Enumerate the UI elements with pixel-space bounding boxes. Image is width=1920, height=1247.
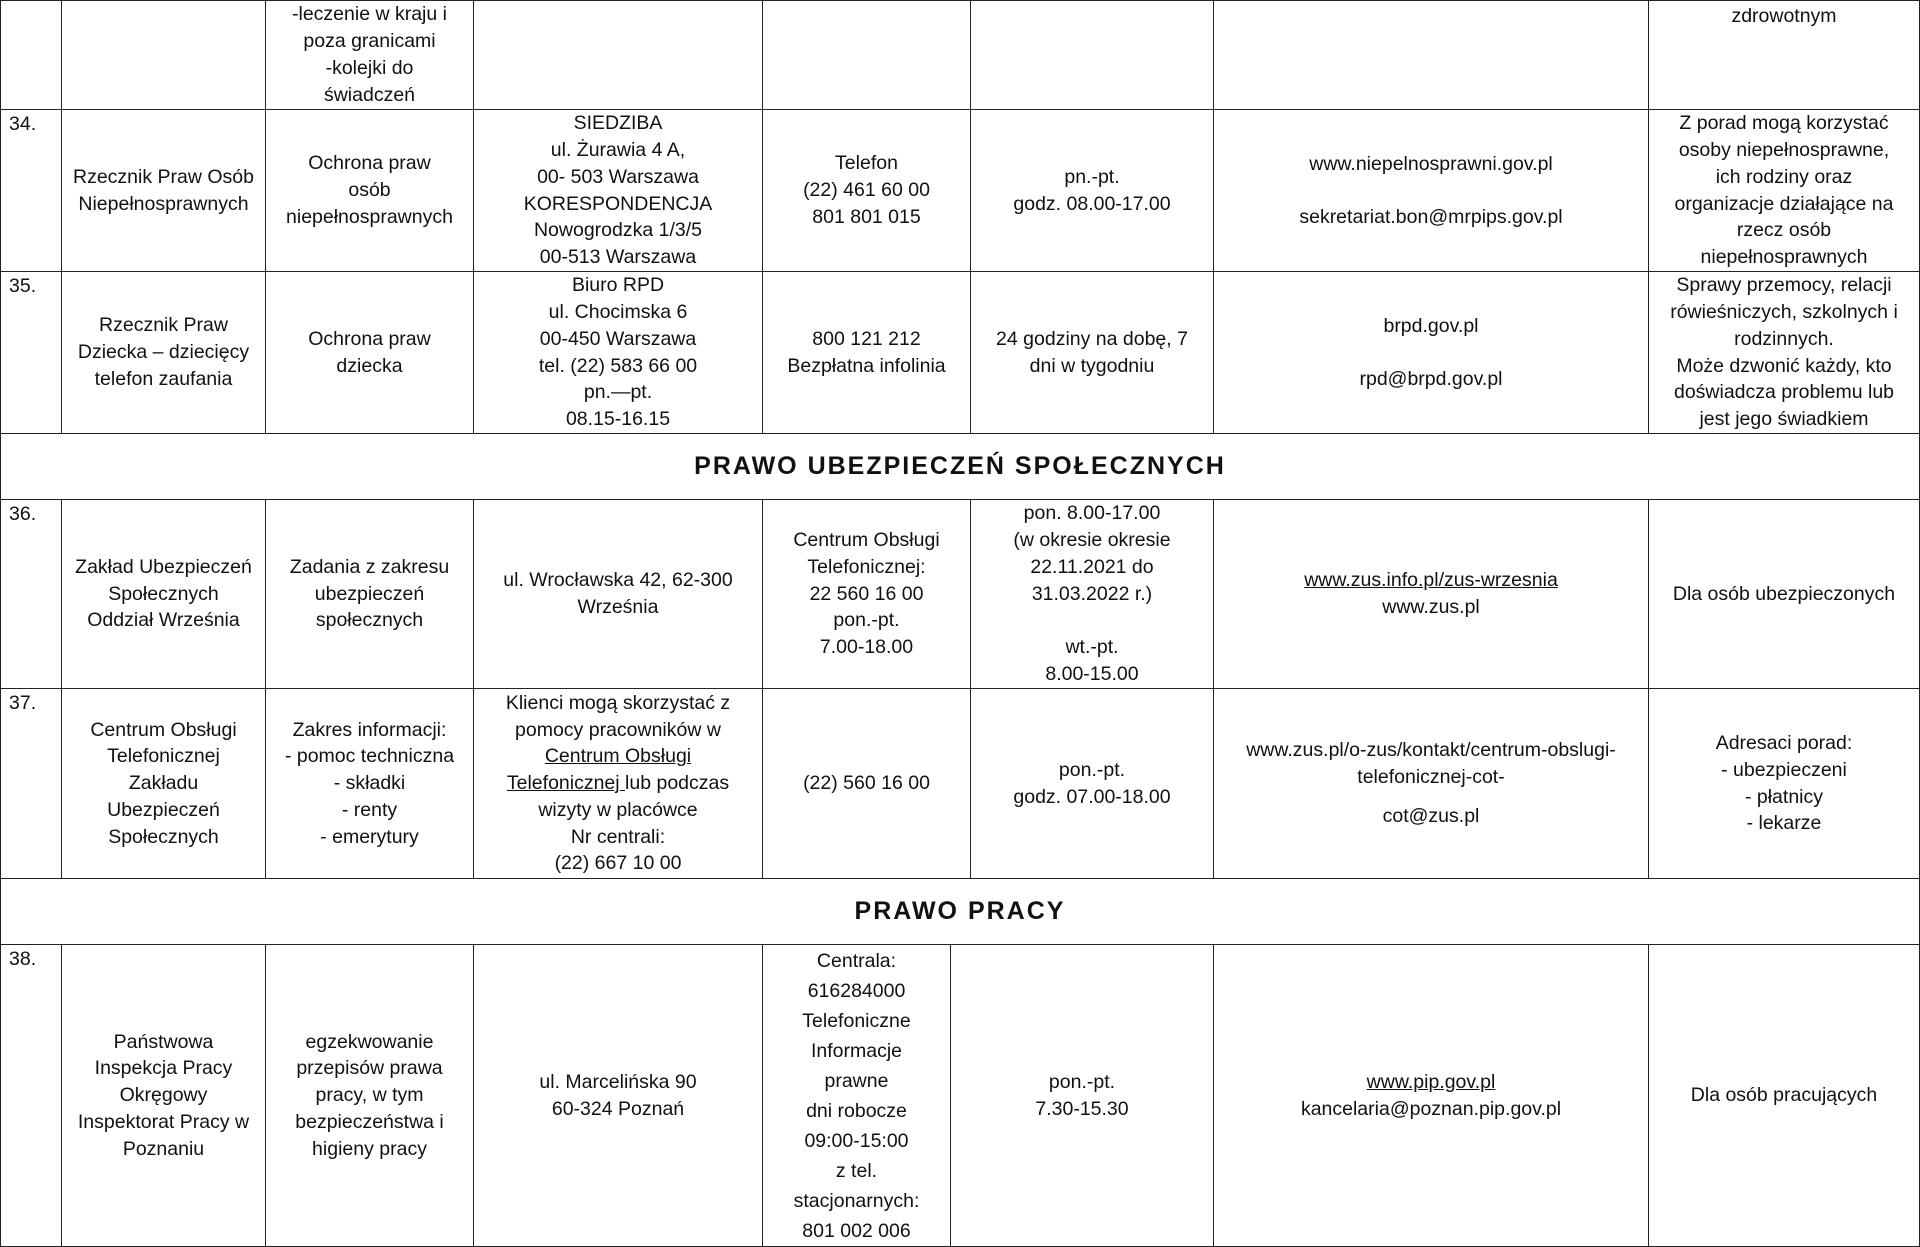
notes-text: Adresaci porad: - ubezpieczeni - płatnicy - lekarze xyxy=(1715,731,1853,835)
row-36-address-cell xyxy=(473,499,763,689)
row-36-phone-cell xyxy=(762,499,971,689)
address-text-after-link: lub podczas wizyty w placówce Nr centrali: (22) 667 10 00 xyxy=(538,772,730,875)
row-36-scope-cell xyxy=(265,499,474,689)
row-34-notes-cell xyxy=(1648,109,1920,272)
website-link[interactable]: www.zus.pl xyxy=(1382,596,1480,618)
row-34-scope-cell xyxy=(265,109,474,272)
section-heading-social-insurance xyxy=(0,433,1920,500)
top-row-notes-cell xyxy=(1648,0,1920,110)
institution-name: Rzecznik Praw Osób Niepełnosprawnych xyxy=(73,165,254,215)
email-link[interactable]: rpd@brpd.gov.pl xyxy=(1359,367,1503,390)
row-35-name-cell xyxy=(61,271,266,434)
institution-name: Państwowa Inspekcja Pracy Okręgowy Inspektorat Pracy w Poznaniu xyxy=(77,1030,250,1160)
address-text: Biuro RPD ul. Chocimska 6 00-450 Warszawa tel. (22) 583 66 00 pn.—pt. 08.15-16.15 xyxy=(538,274,698,431)
row-35-phone-cell xyxy=(762,271,971,434)
phone-text: Centrum Obsługi Telefonicznej: 22 560 16 00 pon.-pt. 7.00-18.00 xyxy=(793,529,940,659)
row-37-phone-cell xyxy=(762,688,971,879)
scope-text: Ochrona praw osób niepełnosprawnych xyxy=(286,152,453,228)
row-number: 34. xyxy=(9,113,37,135)
top-row-name-cell xyxy=(61,0,266,110)
section-title: PRAWO UBEZPIECZEŃ SPOŁECZNYCH xyxy=(694,452,1226,480)
row-number: 38. xyxy=(9,948,37,970)
row-36-number-cell xyxy=(0,499,62,689)
row-35-scope-cell xyxy=(265,271,474,434)
row-35-notes-cell xyxy=(1648,271,1920,434)
address-text: SIEDZIBA ul. Żurawia 4 A, 00- 503 Warszawa KORESPONDENCJA Nowogrodzka 1/3/5 00-513 Warszawa xyxy=(523,112,713,269)
notes-text: Dla osób pracujących xyxy=(1690,1084,1878,1107)
scope-text: Zadania z zakresu ubezpieczeń społecznych xyxy=(289,555,450,632)
row-34-name-cell xyxy=(61,109,266,272)
row-38-notes-cell xyxy=(1648,944,1920,1247)
top-row-phone-cell xyxy=(762,0,971,110)
address-text: ul. Wrocławska 42, 62-300 Września xyxy=(503,569,733,618)
section-heading-labour-law xyxy=(0,878,1920,945)
row-38-contact-cell xyxy=(1213,944,1649,1247)
row-35-contact-cell xyxy=(1213,271,1649,434)
top-row-scope: -leczenie w kraju i poza granicami -kolejki do świadczeń xyxy=(292,3,447,106)
hours-text: pon. 8.00-17.00 (w okresie okresie 22.11.2021 do 31.03.2022 r.) wt.-pt. 8.00-15.00 xyxy=(1013,502,1171,685)
top-row-address-cell xyxy=(473,0,763,110)
address-text xyxy=(506,690,730,878)
row-38-scope-cell xyxy=(265,944,474,1247)
row-37-number-cell xyxy=(0,688,62,879)
row-38-hours-cell xyxy=(950,944,1214,1247)
hours-text: pon.-pt. 7.30-15.30 xyxy=(1035,1070,1129,1120)
row-34-address-cell xyxy=(473,109,763,272)
address-text-before-link: Klienci mogą skorzystać z pomocy pracowników w xyxy=(505,691,731,741)
row-36-hours-cell xyxy=(970,499,1214,689)
row-34-contact-cell xyxy=(1213,109,1649,272)
scope-text: egzekwowanie przepisów prawa pracy, w tym bezpieczeństwa i higieny pracy xyxy=(295,1030,444,1160)
row-35-address-cell xyxy=(473,271,763,434)
row-36-name-cell xyxy=(61,499,266,689)
website-link[interactable]: www.zus.pl/o-zus/kontakt/centrum-obslugi- telefonicznej-cot- xyxy=(1246,739,1616,789)
row-37-notes-cell xyxy=(1648,688,1920,879)
phone-text: 800 121 212 Bezpłatna infolinia xyxy=(787,327,946,377)
hours-text: 24 godziny na dobę, 7 dni w tygodniu xyxy=(996,327,1188,377)
top-row-contact-cell xyxy=(1213,0,1649,110)
row-37-address-cell xyxy=(473,688,763,879)
scope-text: Ochrona praw dziecka xyxy=(308,327,431,377)
row-36-contact-cell xyxy=(1213,499,1649,689)
row-37-name-cell xyxy=(61,688,266,879)
notes-text: Z porad mogą korzystać osoby niepełnosprawne, ich rodziny oraz organizacje działające na rzecz osób niepełnosprawnych xyxy=(1674,112,1894,269)
row-35-hours-cell xyxy=(970,271,1214,434)
phone-text: (22) 560 16 00 xyxy=(803,772,930,795)
website-link[interactable]: brpd.gov.pl xyxy=(1383,314,1479,337)
institution-name: Zakład Ubezpieczeń Społecznych Oddział Września xyxy=(75,555,252,632)
top-row-number-cell xyxy=(0,0,62,110)
row-number: 37. xyxy=(9,692,37,714)
row-37-scope-cell xyxy=(265,688,474,879)
notes-text: Dla osób ubezpieczonych xyxy=(1672,582,1896,605)
row-34-phone-cell xyxy=(762,109,971,272)
row-38-address-cell xyxy=(473,944,763,1247)
row-36-notes-cell xyxy=(1648,499,1920,689)
institution-name: Rzecznik Praw Dziecka – dziecięcy telefon zaufania xyxy=(77,314,250,390)
hours-text: pn.-pt. godz. 08.00-17.00 xyxy=(1013,165,1171,215)
cot-link[interactable]: Centrum Obsługi Telefonicznej xyxy=(506,745,692,795)
phone-text: Centrala: 616284000 Telefoniczne Informacje prawne dni robocze 09:00-15:00 z tel. stacjonarnych: 801 002 006 xyxy=(793,949,920,1242)
address-text: ul. Marcelińska 90 60-324 Poznań xyxy=(539,1070,697,1120)
email-link[interactable]: sekretariat.bon@mrpips.gov.pl xyxy=(1299,205,1563,228)
website-link[interactable]: www.pip.gov.pl xyxy=(1366,1070,1496,1093)
row-38-name-cell xyxy=(61,944,266,1247)
top-row-notes: zdrowotnym xyxy=(1731,5,1837,27)
hours-text: pon.-pt. godz. 07.00-18.00 xyxy=(1013,758,1171,808)
top-row-scope-cell xyxy=(265,0,474,110)
row-38-phone-cell xyxy=(762,944,951,1247)
row-37-contact-cell xyxy=(1213,688,1649,879)
email-link[interactable]: kancelaria@poznan.pip.gov.pl xyxy=(1300,1097,1562,1120)
row-number: 35. xyxy=(9,275,37,297)
website-link[interactable]: www.zus.info.pl/zus-wrzesnia xyxy=(1304,569,1558,592)
institution-name: Centrum Obsługi Telefonicznej Zakładu Ubezpieczeń Społecznych xyxy=(90,718,237,848)
scope-text: Zakres informacji: - pomoc techniczna - składki - renty - emerytury xyxy=(284,718,455,848)
email-link[interactable]: cot@zus.pl xyxy=(1382,804,1480,827)
row-34-hours-cell xyxy=(970,109,1214,272)
row-number: 36. xyxy=(9,503,37,525)
notes-text: Sprawy przemocy, relacji rówieśniczych, szkolnych i rodzinnych. Może dzwonić każdy, kto doświadcza problemu lub jest jego świadkiem xyxy=(1670,274,1898,431)
row-34-number-cell xyxy=(0,109,62,272)
phone-text: Telefon (22) 461 60 00 801 801 015 xyxy=(803,152,930,228)
top-row-hours-cell xyxy=(970,0,1214,110)
row-35-number-cell xyxy=(0,271,62,434)
section-title: PRAWO PRACY xyxy=(854,897,1066,925)
row-38-number-cell xyxy=(0,944,62,1247)
row-37-hours-cell xyxy=(970,688,1214,879)
website-link[interactable]: www.niepelnosprawni.gov.pl xyxy=(1309,152,1553,175)
